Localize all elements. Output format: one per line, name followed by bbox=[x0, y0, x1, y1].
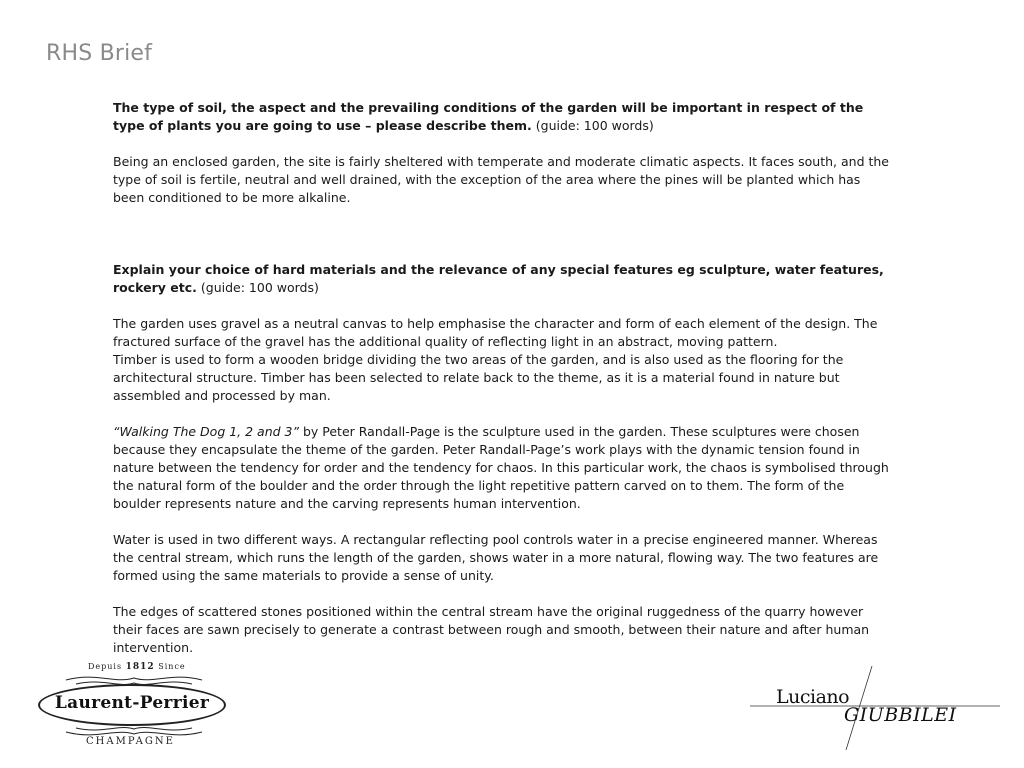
sculpture-title: “Walking The Dog 1, 2 and 3” bbox=[113, 424, 299, 439]
sculpture-text: by Peter Randall-Page is the sculpture used in the garden. These sculptures were chosen because they encapsulate the theme of the garden. Peter Randall-Page’s work plays with the dynamic tension found in nature between the tendency for order and the tendency for chaos. In this particular work, the chaos is symbolised through the natural form of the boulder and the order through the light repetitive pattern carved on to them. The form of the boulder represents nature and the carving represents human intervention. bbox=[113, 424, 889, 511]
brief-content bbox=[113, 99, 893, 657]
luciano-giubbilei-logo bbox=[748, 662, 1008, 754]
question-soil bbox=[113, 99, 893, 135]
page-title: RHS Brief bbox=[46, 41, 153, 66]
question-materials bbox=[113, 261, 893, 297]
logo-last-name: GIUBBILEI bbox=[844, 704, 957, 726]
logo-brand-name: Laurent-Perrier bbox=[54, 693, 210, 713]
logo-year: 1812 bbox=[125, 662, 155, 672]
logo-first-name: Luciano bbox=[776, 686, 850, 708]
laurent-perrier-logo bbox=[36, 662, 232, 752]
answer-soil: Being an enclosed garden, the site is fairly sheltered with temperate and moderate climatic aspects. It faces south, and the type of soil is fertile, neutral and well drained, with the exception of the area where the pines will be planted which has been conditioned to be more alkaline. bbox=[113, 154, 890, 205]
question-soil-text: The type of soil, the aspect and the prevailing conditions of the garden will be important in respect of the type of plants you are going to use – please describe them. bbox=[113, 100, 864, 133]
question-soil-guide: (guide: 100 words) bbox=[535, 118, 654, 133]
logo-since-suffix: Since bbox=[158, 662, 186, 671]
question-materials-text: Explain your choice of hard materials and the relevance of any special features eg sculpture, water features, rockery etc. bbox=[113, 262, 884, 295]
logo-subtitle: CHAMPAGNE bbox=[86, 736, 175, 747]
question-materials-guide: (guide: 100 words) bbox=[200, 280, 319, 295]
logo-since-prefix: Depuis bbox=[88, 662, 123, 671]
answer-sculpture bbox=[113, 423, 893, 513]
answer-gravel: The garden uses gravel as a neutral canvas to help emphasise the character and form of each element of the design. The fractured surface of the gravel has the additional quality of reflecting light in an abstract, moving pattern. bbox=[113, 316, 878, 349]
answer-water: Water is used in two different ways. A rectangular reflecting pool controls water in a precise engineered manner. Whereas the central stream, which runs the length of the garden, shows water in a more natural, flowing way. The two features are formed using the same materials to provide a sense of unity. bbox=[113, 532, 879, 583]
answer-timber: Timber is used to form a wooden bridge dividing the two areas of the garden, and is also used as the flooring for the architectural structure. Timber has been selected to relate back to the theme, as it is a material found in nature but assembled and processed by man. bbox=[113, 352, 844, 403]
answer-stones: The edges of scattered stones positioned within the central stream have the original ruggedness of the quarry however their faces are sawn precisely to generate a contrast between rough and smooth, between their nature and after human intervention. bbox=[113, 604, 870, 655]
